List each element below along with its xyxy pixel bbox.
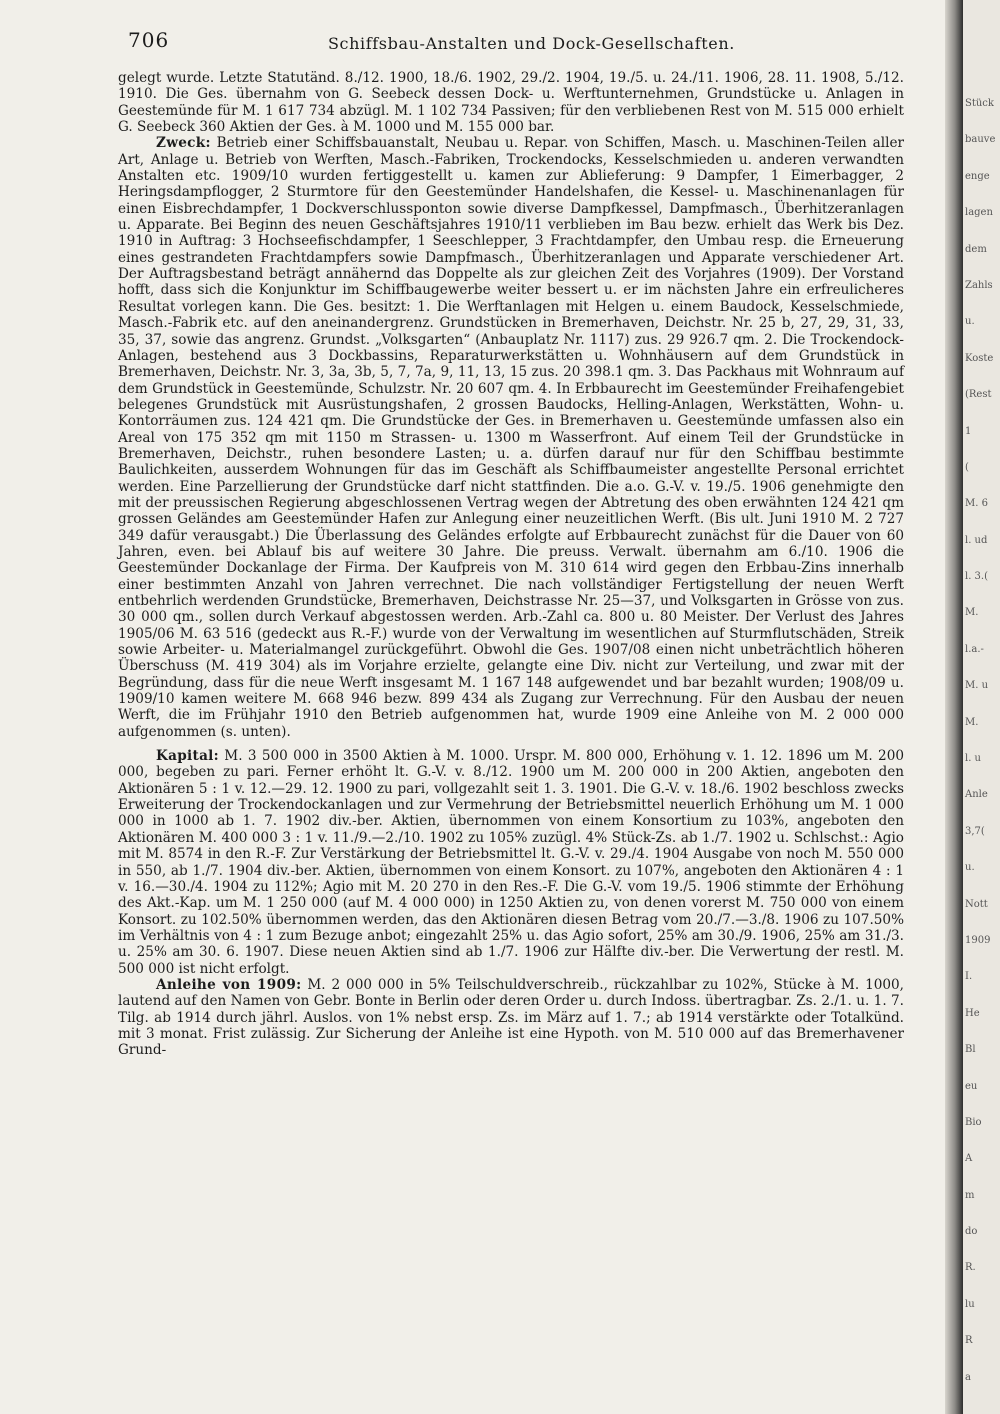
adjacent-page-fragment: M. [965,607,979,618]
adjacent-page-fragment: Bl [965,1044,976,1055]
adjacent-page-fragment: a [965,1372,971,1383]
adjacent-page-fragment: ( [965,462,969,473]
page-number: 706 [128,28,170,52]
paragraph-zweck [118,135,904,740]
adjacent-page-fragment: l.a.- [965,644,984,655]
adjacent-page-fragment: A [965,1153,973,1164]
running-head [128,28,928,58]
adjacent-page-fragment: u. [965,862,975,873]
anleihe-heading: Anleihe von 1909: [156,976,302,993]
kapital-text: M. 3 500 000 in 3500 Aktien à M. 1000. Urspr. M. 800 000, Erhöhung v. 1. 12. 1896 um M. 200 000, begeben zu pari. Ferner erhöht lt. G.-V. v. 8./12. 1900 um M. 200 000 in 200 Aktien, angeboten den Aktionären 5 : 1 v. 12.—29. 12. 1900 zu pari, vollgezahlt seit 1. 3. 1901. Die G.-V. v. 18./6. 1902 beschloss zwecks Erweiterung der Trockendockanlagen und zur Vermehrung der Betriebsmittel neuerlich Erhöhung um M. 1 000 000 in 1000 ab 1. 7. 1902 div.-ber. Aktien, übernommen von einem Konsortium zu 103%, angeboten den Aktionären M. 400 000 3 : 1 v. 11./9.—2./10. 1902 zu 105% zuzügl. 4% Stück-Zs. ab 1./7. 1902 u. Schlschst.: Agio mit M. 8574 in den R.-F. Zur Verstärkung der Betriebsmittel lt. G.-V. v. 29./4. 1904 Ausgabe von noch M. 550 000 in 550, ab 1./7. 1904 div.-ber. Aktien, übernommen von einem Konsort. zu 107%, angeboten den Aktionären 4 : 1 v. 16.—30./4. 1904 zu 112%; Agio mit M. 20 270 in den Res.-F. Die G.-V. vom 19./5. 1906 stimmte der Erhöhung des Akt.-Kap. um M. 1 250 000 (auf M. 4 000 000) in 1250 Aktien zu, von denen vorerst M. 750 000 von einem Konsort. zu 102.50% übernommen werden, das den Aktionären diesen Betrag vom 20./7.—3./8. 1906 zu 107.50% im Verhältnis von 4 : 1 zum Bezuge anbot; eingezahlt 25% u. das Agio sofort, 25% am 30./9. 1906, 25% am 31./3. u. 25% am 30. 6. 1907. Diese neuen Aktien sind ab 1./7. 1906 zur Hälfte div.-ber. Die Verwertung der restl. M. 500 000 ist nicht erfolgt. [118,748,904,977]
kapital-heading: Kapital: [156,748,219,765]
adjacent-page-fragment: 1909 [965,935,991,946]
adjacent-page-fragment: do [965,1226,978,1237]
adjacent-page-fragment: l. ud [965,535,988,546]
adjacent-page-fragment: Anle [965,789,988,800]
anleihe-text: M. 2 000 000 in 5% Teilschuldverschreib., rückzahlbar zu 102%, Stücke à M. 1000, lautend auf den Namen von Gebr. Bonte in Berlin oder deren Order u. durch Indoss. übertragbar. Zs. 2./1. u. 1. 7. Tilg. ab 1914 durch jährl. Auslos. von 1% nebst ersp. Zs. im März auf 1. 7.; ab 1914 verstärkte oder Totalkünd. mit 3 monat. Frist zulässig. Zur Sicherung der Anleihe ist eine Hypoth. von M. 510 000 auf das Bremerhavener Grund- [118,976,904,1059]
adjacent-page-fragment: m [965,1190,975,1201]
page-running-title: Schiffsbau-Anstalten und Dock-Gesellschaften. [328,34,735,53]
adjacent-page-fragment: M. u [965,680,989,691]
body-text [118,70,904,1059]
adjacent-page-fragment: (Rest [965,389,992,400]
paragraph-history [118,70,904,135]
zweck-text: Betrieb einer Schiffsbauanstalt, Neubau u. Repar. von Schiffen, Masch. u. Maschinen-Teilen aller Art, Anlage u. Betrieb von Werften, Masch.-Fabriken, Trockendocks, Kesselschmieden u. anderen verwandten Anstalten etc. 1909/10 wurden fertiggestellt u. kamen zur Ablieferung: 9 Dampfer, 1 Eimerbagger, 2 Heringsdampflogger, 2 Sturmtore für den Geestemünder Handelshafen, die Kessel- u. Maschinenanlagen für einen Eisbrechdampfer, 1 Dockverschlussponton sowie diverse Dampfkessel, Dampfmasch., Überhitzeranlagen u. Apparate. Bei Beginn des neuen Geschäftsjahres 1910/11 verblieben im Bau bezw. erhielt das Werk bis Dez. 1910 in Auftrag: 3 Hochseefischdampfer, 1 Seeschlepper, 3 Frachtdampfer, den Umbau resp. die Erneuerung eines gestrandeten Frachtdampfers sowie Dampfmasch., Überhitzeranlagen und Apparate verschiedener Art. Der Auftragsbestand beträgt annähernd das Doppelte als zur gleichen Zeit des Vorjahres (1909). Der Vorstand hofft, dass sich die Konjunktur im Schiffbaugewerbe weiter bessert u. er im nächsten Jahre ein erfreulicheres Resultat vorlegen kann. Die Ges. besitzt: 1. Die Werftanlagen mit Helgen u. einem Baudock, Kesselschmiede, Masch.-Fabrik etc. auf den aneinandergrenz. Grundstücken in Bremerhaven, Deichstr. Nr. 25 b, 27, 29, 31, 33, 35, 37, sowie das angrenz. Grundst. „Volksgarten“ (Anbauplatz Nr. 1117) zus. 29 926.7 qm. 2. Die Trockendock-Anlagen, bestehend aus 3 Dockbassins, Reparaturwerkstätten u. Wohnhäusern auf dem Grundstück in Bremerhaven, Deichstr. Nr. 3, 3a, 3b, 5, 7, 7a, 9, 11, 13, 15 zus. 20 398.1 qm. 3. Das Packhaus mit Wohnraum auf dem Grundstück in Geestemünde, Schulzstr. Nr. 20 607 qm. 4. In Erbbaurecht im Geestemünder Freihafengebiet belegenes Grundstück mit Ausrüstungshafen, 2 grossen Baudocks, Helling-Anlagen, Werkstätten, Wohn- u. Kontorräumen zus. 124 421 qm. Die Grundstücke der Ges. in Bremerhaven u. Geestemünde umfassen also ein Areal von 175 352 qm mit 1150 m Strassen- u. 1300 m Wasserfront. Auf einem Teil der Grundstücke in Bremerhaven, Deichstr., ruhen besondere Lasten; u. a. dürfen darauf nur für den Schiffbau bestimmte Baulichkeiten, ausserdem Wohnungen für das im Geschäft als Schiffbaumeister angestellte Personal errichtet werden. Eine Parzellierung der Grundstücke darf nicht stattfinden. Die a.o. G.-V. v. 19./5. 1906 genehmigte den mit der preussischen Regierung abgeschlossenen Vertrag wegen der Abtretung des oben erwähnten 124 421 qm grossen Geländes am Geestemünder Hafen zur Anlegung einer neuzeitlichen Werft. (Bis ult. Juni 1910 M. 2 727 349 dafür verausgabt.) Die Überlassung des Geländes erfolgte auf Erbbaurecht zunächst für die Dauer von 60 Jahren, even. bei Ablauf bis auf weitere 30 Jahre. Die preuss. Verwalt. übernahm am 6./10. 1906 die Geestemünder Dockanlage der Firma. Der Kaufpreis von M. 310 614 wird gegen den Erbbau-Zins innerhalb einer bestimmten Anzahl von Jahren verrechnet. Die nach vollständiger Fertigstellung der neuen Werft entbehrlich werdenden Grundstücke, Bremerhaven, Deichstrasse Nr. 25—37, und Volksgarten in Grösse von zus. 30 000 qm., sollen durch Verkauf abgestossen werden. Arb.-Zahl ca. 800 u. 80 Meister. Der Verlust des Jahres 1905/06 M. 63 516 (gedeckt aus R.-F.) wurde von der Verwaltung im wesentlichen auf Sturmflutschäden, Streik sowie Arbeiter- u. Materialmangel zurückgeführt. Obwohl die Ges. 1907/08 einen nicht unbeträchtlich höheren Überschuss (M. 419 304) als im Vorjahre erzielte, gelangte eine Div. nicht zur Verteilung, und zwar mit der Begründung, dass für die neue Werft insgesamt M. 1 167 148 aufgewendet und bar bezahlt wurden; 1908/09 u. 1909/10 kamen weitere M. 668 946 bezw. 899 434 als Zugang zur Verrechnung. Für den Ausbau der neuen Werft, die im Frühjahr 1910 den Betrieb aufgenommen hat, wurde 1909 eine Anleihe von M. 2 000 000 aufgenommen (s. unten). [118,135,904,740]
adjacent-page-fragment: R. [965,1262,976,1273]
adjacent-page-fragment: bauve [965,134,996,145]
adjacent-page-fragment: Bio [965,1117,982,1128]
adjacent-page-fragment: 1 [965,426,972,437]
adjacent-page-fragment: He [965,1008,980,1019]
book-gutter-shadow [945,0,963,1414]
adjacent-page-fragment: dem [965,244,987,255]
adjacent-page-fragment: M. [965,717,979,728]
paragraph-kapital [118,748,904,977]
paragraph-anleihe [118,977,904,1059]
adjacent-page-fragment: Koste [965,353,994,364]
adjacent-page-fragment: R [965,1335,973,1346]
adjacent-page-fragment: Stück [965,98,994,109]
adjacent-page-fragment: eu [965,1081,978,1092]
adjacent-page-fragment: Zahls [965,280,993,291]
adjacent-page-fragment: l. 3.( [965,571,988,582]
adjacent-page-fragment: M. 6 [965,498,988,509]
adjacent-page-fragment: enge [965,171,990,182]
adjacent-page-fragment: lagen [965,207,993,218]
adjacent-page-fragment: Nott [965,899,988,910]
adjacent-page-fragment: l. u [965,753,981,764]
history-text: gelegt wurde. Letzte Statutänd. 8./12. 1900, 18./6. 1902, 29./2. 1904, 19./5. u. 24./11. 1906, 28. 11. 1908, 5./12. 1910. Die Ges. übernahm von G. Seebeck dessen Dock- u. Werftunternehmen, Grundstücke u. Anlagen in Geestemünde für M. 1 617 734 abzügl. M. 1 102 734 Passiven; für den verbliebenen Rest von M. 515 000 erhielt G. Seebeck 360 Aktien der Ges. à M. 1000 und M. 155 000 bar. [118,70,904,136]
adjacent-page-edge [963,0,1000,1414]
zweck-heading: Zweck: [156,135,211,152]
adjacent-page-fragment: lu [965,1299,975,1310]
adjacent-page-fragment: u. [965,316,975,327]
adjacent-page-fragment: 3,7( [965,826,985,837]
adjacent-page-fragment: I. [965,971,973,982]
